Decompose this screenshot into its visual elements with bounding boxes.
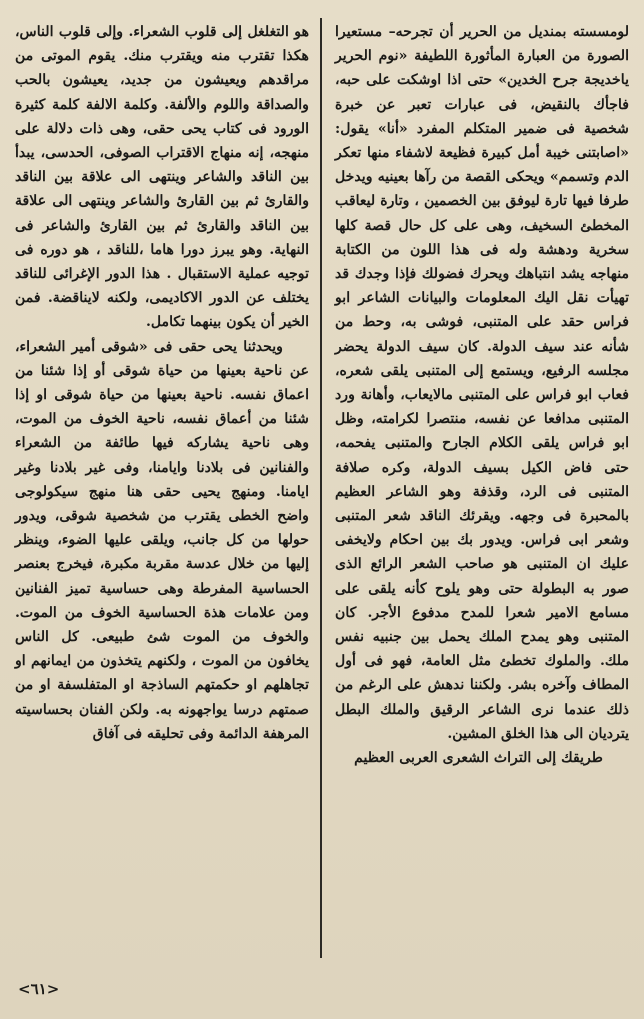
column-divider	[320, 18, 322, 958]
left-paragraph-1: هو التغلغل إلى قلوب الشعراء. وإلى قلوب الناس، هكذا تقترب منه ويقترب منك. يقوم الموتى من مراقدهم ويعيشون من جديد، يعيشون بالحب والصداقة واللوم والألفة. وكلمة الالفة كلمة كثيرة الورود فى كتاب يحى حقى، وهى ذات دلالة على منهجه، إنه منهاج الاقتراب الصوفى، الحدسى، يبدأ بين الناقد والشاعر وينتهى الى علاقة بين الناقد والقارئ ثم بين القارئ والشاعر وينتهى الى علاقة بين الناقد والقارئ ثم بين القارئ والشاعر فى النهاية. وهو يبرز دورا هاما ،للناقد ، هو دوره فى توجيه عملية الاستقبال . هذا الدور الإغرائى للناقد يختلف عن الدور الاكاديمى، ولكنه لايناقضة. فمن الخير أن يكون بينهما تكامل.	[15, 24, 309, 331]
left-paragraph-2: ويحدثنا يحى حقى فى «شوقى أمير الشعراء، عن ناحية بعينها من حياة شوقى أو إذا شئنا من اعماق نفسه. ناحية بعينها من حياة شوقى او إذا شئنا من أعماق نفسه، ناحية الخوف من الموت، وهى ناحية يشاركه فيها طائفة من الشعراء والفنانين فى بلادنا وايامنا، وفى غير بلادنا وغير ايامنا. ومنهج يحيى حقى هنا منهج سيكولوجى واضح الخطى يقترب من شخصية شوقى، ويدور حولها من كل جانب، ويلقى عليها الضوء، وينظر إليها من خلال عدسة مقربة مكبرة، فيخرج بعنصر الحساسية المفرطة وهى حساسية تميز الفنانين ومن علامات هذة الحساسية الخوف من الموت. والخوف من الموت شئ طبيعى. كل الناس يخافون من الموت ، ولكنهم يتخذون من ايمانهم او تجاهلهم او حكمتهم الساذجة او المتفلسفة او من صمتهم درسا يواجهونه به. ولكن الفنان بحساسيته المرهفة الدائمة وفى تحليقه فى آفاق	[15, 338, 309, 742]
right-paragraph-1: لومسسته بمنديل من الحرير أن تجرحه– مستعيرا الصورة من العبارة المأثورة اللطيفة «نوم الحرير ياخديجة جرح الخدين» حتى اذا اوشكت على حبه، فاجأك بالنقيض، فى عبارات تعبر عن خبرة شخصية فى ضمير المتكلم المفرد «أنا» يقول: «اصابتنى خيبة أمل كبيرة فظيعة لاشفاء منها تعكر الدم وتسمم» ويحكى القصة من رآها بعينيه ويدخل طرفا فيها تارة ليوفق بين الخصمين ، وتارة ليعاقب المخطئ السخيف، وهى على كل حال قصة كلها سخرية ودهشة وله فى هذا اللون من الكتابة منهاجه يشد انتباهك ويحرك فضولك فإذا وجدك قد تهيأت نقل اليك المعلومات والبيانات الشاعر ابو فراس حقد على المتنبى، فوشى به، وحط من شأنه عند سيف الدولة. كان سيف الدولة يحضر مجلسه الرفيع، ويستمع إلى المتنبى يلقى شعره، فعاب ابو فراس على المتنبى مالايعاب، وأهانة ورد المتنبى مدافعا عن نفسه، منتصرا لكرامته، وظل ابو فراس يلقى الكلام الجارح والمتنبى يفحمه، حتى فاض الكيل بسيف الدولة، وكره صلافة المتنبى فى الرد، وقذفة وهو الشاعر العظيم بالمحبرة فى وجهه. ويقرئك الناقد شعر المتنبى وشعر ابى فراس. ويدور بك بين احكام ولايخفى عليك ان المتنبى هو صاحب الشعر الرائع الذى صور به البطولة حتى وهو يلوح كأنه يلقى على مسامع الامير شعرا للمدح مدفوع الأجر. كان المتنبى وهو يمدح الملك يحمل بين جنبيه نفس ملك. والملوك تخطئ مثل العامة، فهو فى أول المطاف وآخره بشر. ولكننا ندهش على الرغم من ذلك عندما نرى الشاعر الرقيق والملك البطل يترديان الى هذا الخلق المشين.	[335, 24, 629, 742]
left-text-column	[15, 20, 309, 746]
page-number: <٦١>	[18, 980, 60, 998]
right-text-column	[335, 20, 629, 770]
right-paragraph-2: طريقك إلى التراث الشعرى العربى العظيم	[354, 750, 603, 767]
